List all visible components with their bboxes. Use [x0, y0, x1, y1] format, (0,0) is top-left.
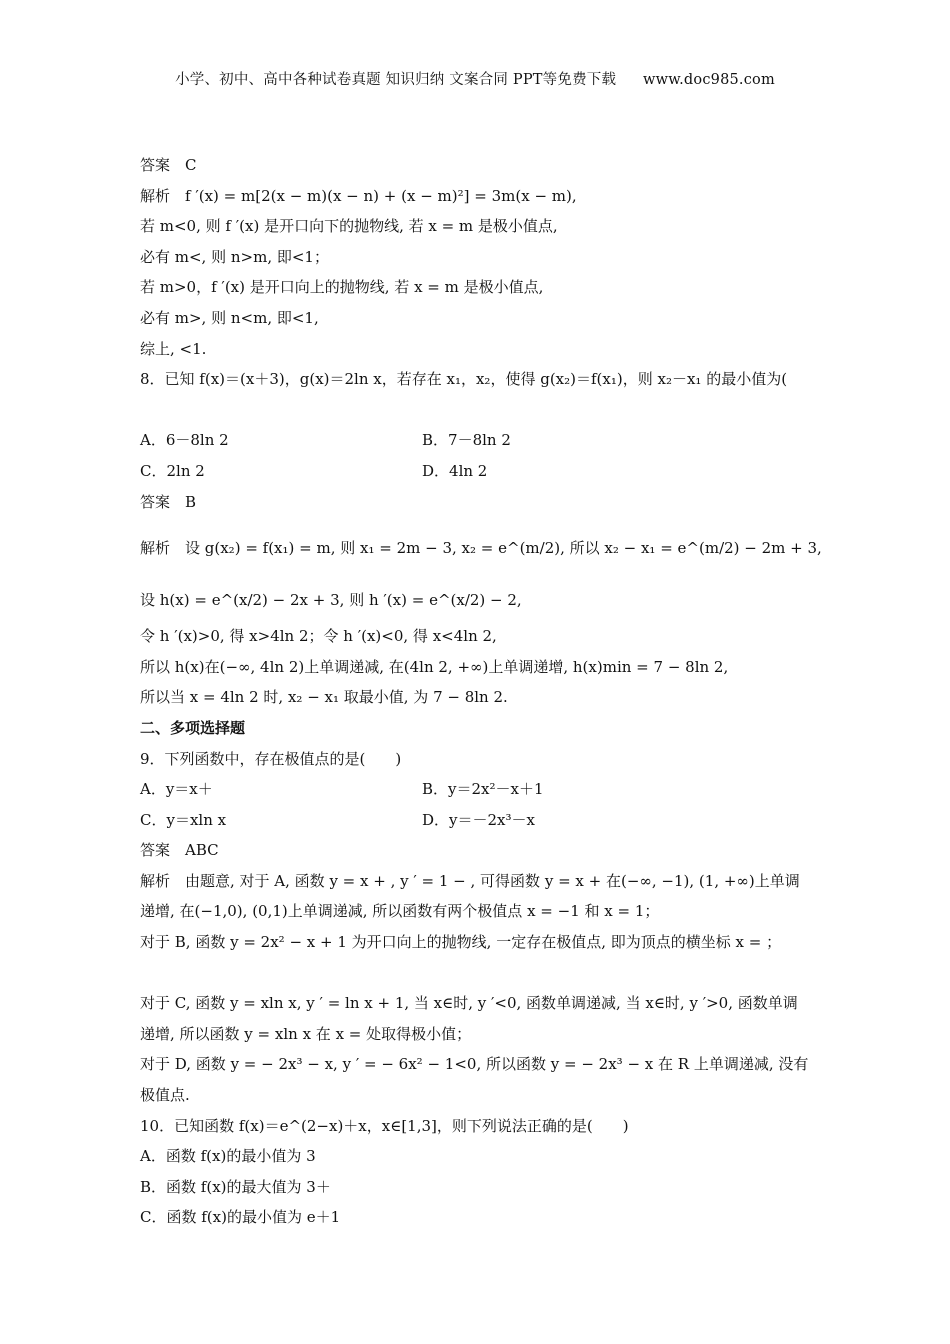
text-line: A．函数 f(x)的最小值为 3 [140, 1147, 316, 1166]
text-line: 对于 C, 函数 y = xln x, y ′ = ln x + 1, 当 x∈时, y ′<0, 函数单调递减, 当 x∈时, y ′>0, 函数单调递增, 所以函数 y = xln x 在 x = 处取得极小值； [140, 994, 798, 1043]
text-line: 令 h ′(x)>0, 得 x>4ln 2；令 h ′(x)<0, 得 x<4ln 2, [140, 627, 497, 646]
text-line: 对于 B, 函数 y = 2x² − x + 1 为开口向上的抛物线, 一定存在极值点, 即为顶点的横坐标 x = ； [140, 933, 782, 952]
option-text: A．6－8ln 2 [140, 431, 229, 450]
option-text: B．7－8ln 2 [422, 431, 511, 450]
option-text: B．y＝2x²－x＋1 [422, 780, 544, 799]
text-line: 所以当 x = 4ln 2 时, x₂ − x₁ 取最小值, 为 7 − 8ln 2. [140, 688, 508, 707]
option-row [140, 425, 812, 456]
text-line: 答案 ABC [140, 841, 219, 860]
text-line: 10．已知函数 f(x)＝e^(2−x)＋x，x∈[1,3]，则下列说法正确的是( ) [140, 1116, 629, 1135]
header-site: www.doc985.com [642, 72, 775, 88]
option-text: C．2ln 2 [140, 461, 205, 480]
option-text: D．y＝－2x³－x [422, 810, 535, 829]
text-line: 设 h(x) = e^(x/2) − 2x + 3, 则 h ′(x) = e^(x/2) − 2, [140, 591, 522, 610]
text-line: 解析 由题意, 对于 A, 函数 y = x + , y ′ = 1 − , 可得函数 y = x + 在(−∞, −1), (1, +∞)上单调递增, 在(−1,0), (0,1)上单调递减, 所以函数有两个极值点 x = −1 和 x = 1； [140, 871, 800, 921]
text-line: 二、多项选择题 [140, 718, 246, 737]
option-text: D．4ln 2 [422, 461, 488, 480]
option-row [140, 774, 812, 805]
header-text: 小学、初中、高中各种试卷真题 知识归纳 文案合同 PPT等免费下载 [175, 72, 617, 88]
text-line: 所以 h(x)在(−∞, 4ln 2)上单调递减, 在(4ln 2, +∞)上单调递增, h(x)min = 7 − 8ln 2, [140, 657, 729, 676]
text-line: 解析 f ′(x) = m[2(x − m)(x − n) + (x − m)²] = 3m(x − m), [140, 186, 577, 205]
option-row [140, 456, 812, 487]
text-line: 解析 设 g(x₂) = f(x₁) = m, 则 x₁ = 2m − 3, x₂ = e^(m/2), 所以 x₂ − x₁ = e^(m/2) − 2m + 3, [140, 539, 822, 558]
text-line: B．函数 f(x)的最大值为 3＋ [140, 1177, 331, 1196]
option-text: C．y＝xln x [140, 810, 227, 829]
text-line: 答案 C [140, 156, 197, 174]
document-body [140, 150, 822, 1233]
text-line: 若 m>0，f ′(x) 是开口向上的抛物线, 若 x = m 是极小值点, [140, 278, 544, 297]
text-line: 必有 m<, 则 n>m, 即<1； [140, 247, 329, 266]
text-line: 综上, <1. [140, 339, 207, 358]
page-header [0, 68, 950, 89]
text-line: 必有 m>, 则 n<m, 即<1, [140, 308, 319, 327]
option-row [140, 805, 812, 836]
text-line: C．函数 f(x)的最小值为 e＋1 [140, 1208, 341, 1227]
text-line: 对于 D, 函数 y = − 2x³ − x, y ′ = − 6x² − 1<0, 所以函数 y = − 2x³ − x 在 R 上单调递减, 没有极值点. [140, 1055, 809, 1105]
text-line: 9．下列函数中，存在极值点的是( ) [140, 749, 402, 768]
text-line: 8．已知 f(x)＝(x＋3)，g(x)＝2ln x，若存在 x₁，x₂，使得 g(x₂)＝f(x₁)，则 x₂－x₁ 的最小值为( [140, 370, 788, 389]
option-text: A．y＝x＋ [140, 780, 213, 799]
text-line: 若 m<0, 则 f ′(x) 是开口向下的抛物线, 若 x = m 是极小值点, [140, 217, 558, 236]
text-line: 答案 B [140, 492, 197, 511]
